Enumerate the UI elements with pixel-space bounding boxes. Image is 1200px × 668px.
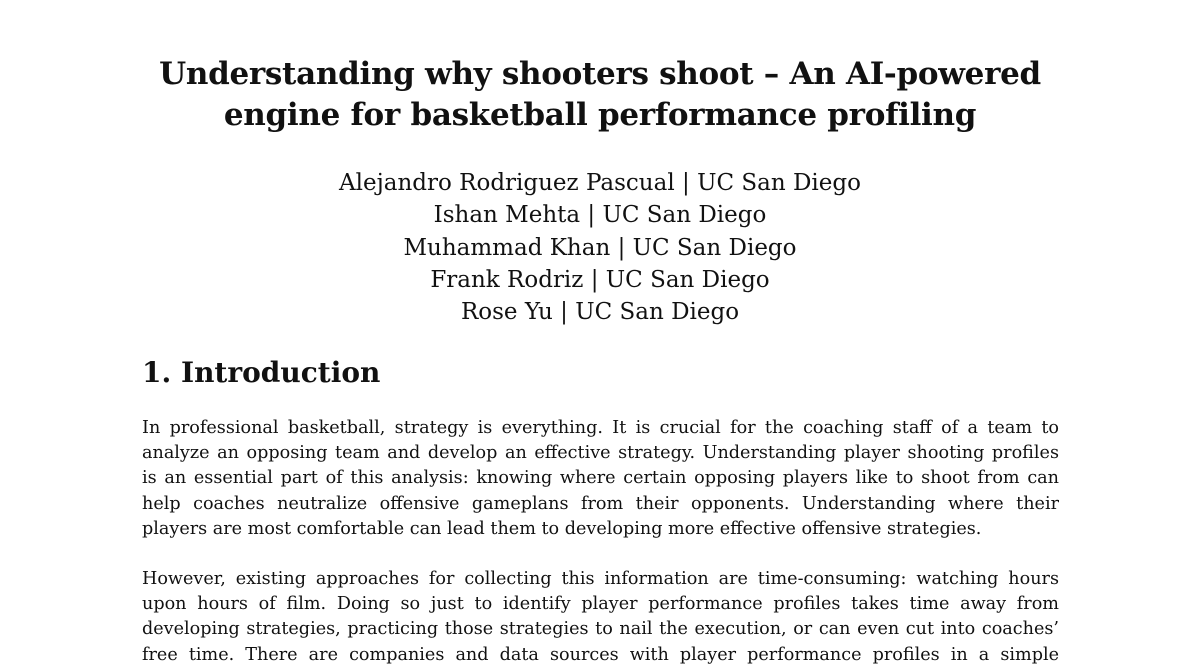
- paragraph-line: upon hours of film. Doing so just to identify player performance profiles takes time away from: [142, 594, 1059, 615]
- paragraph-line: analyze an opposing team and develop an effective strategy. Understanding player shooting profiles: [142, 443, 1059, 464]
- paragraph-line: In professional basketball, strategy is everything. It is crucial for the coaching staff of a team to: [142, 418, 1059, 438]
- paragraph-line: is an essential part of this analysis: knowing where certain opposing players like to shoot from can: [142, 468, 1059, 489]
- author-item: Muhammad Khan | UC San Diego: [403, 234, 797, 261]
- title-line-1: Understanding why shooters shoot – An AI-powered: [159, 56, 1041, 92]
- paragraph-line: free time. There are companies and data sources with player performance profiles in a simple: [142, 644, 1059, 665]
- title-line-2: engine for basketball performance profiling: [223, 97, 977, 133]
- intro-paragraph-2: [142, 567, 1059, 668]
- intro-paragraph-1: [142, 416, 1059, 542]
- paragraph-line: developing strategies, practicing those strategies to nail the execution, or can even cut into coaches’: [142, 619, 1059, 640]
- author-item: Alejandro Rodriguez Pascual | UC San Diego: [339, 170, 861, 196]
- author-item: Ishan Mehta | UC San Diego: [433, 202, 767, 229]
- paragraph-line: However, existing approaches for collecting this information are time-consuming: watching hours: [142, 569, 1059, 589]
- author-item: Frank Rodriz | UC San Diego: [430, 266, 770, 293]
- paragraph-line: help coaches neutralize offensive gameplans from their opponents. Understanding where their: [142, 493, 1059, 514]
- section-heading-introduction: 1. Introduction: [142, 356, 381, 389]
- paragraph-line: players are most comfortable can lead them to developing more effective offensive strategies.: [142, 518, 982, 539]
- paper-title: [140, 54, 1060, 136]
- author-list: [140, 167, 1060, 328]
- author-item: Rose Yu | UC San Diego: [460, 299, 740, 326]
